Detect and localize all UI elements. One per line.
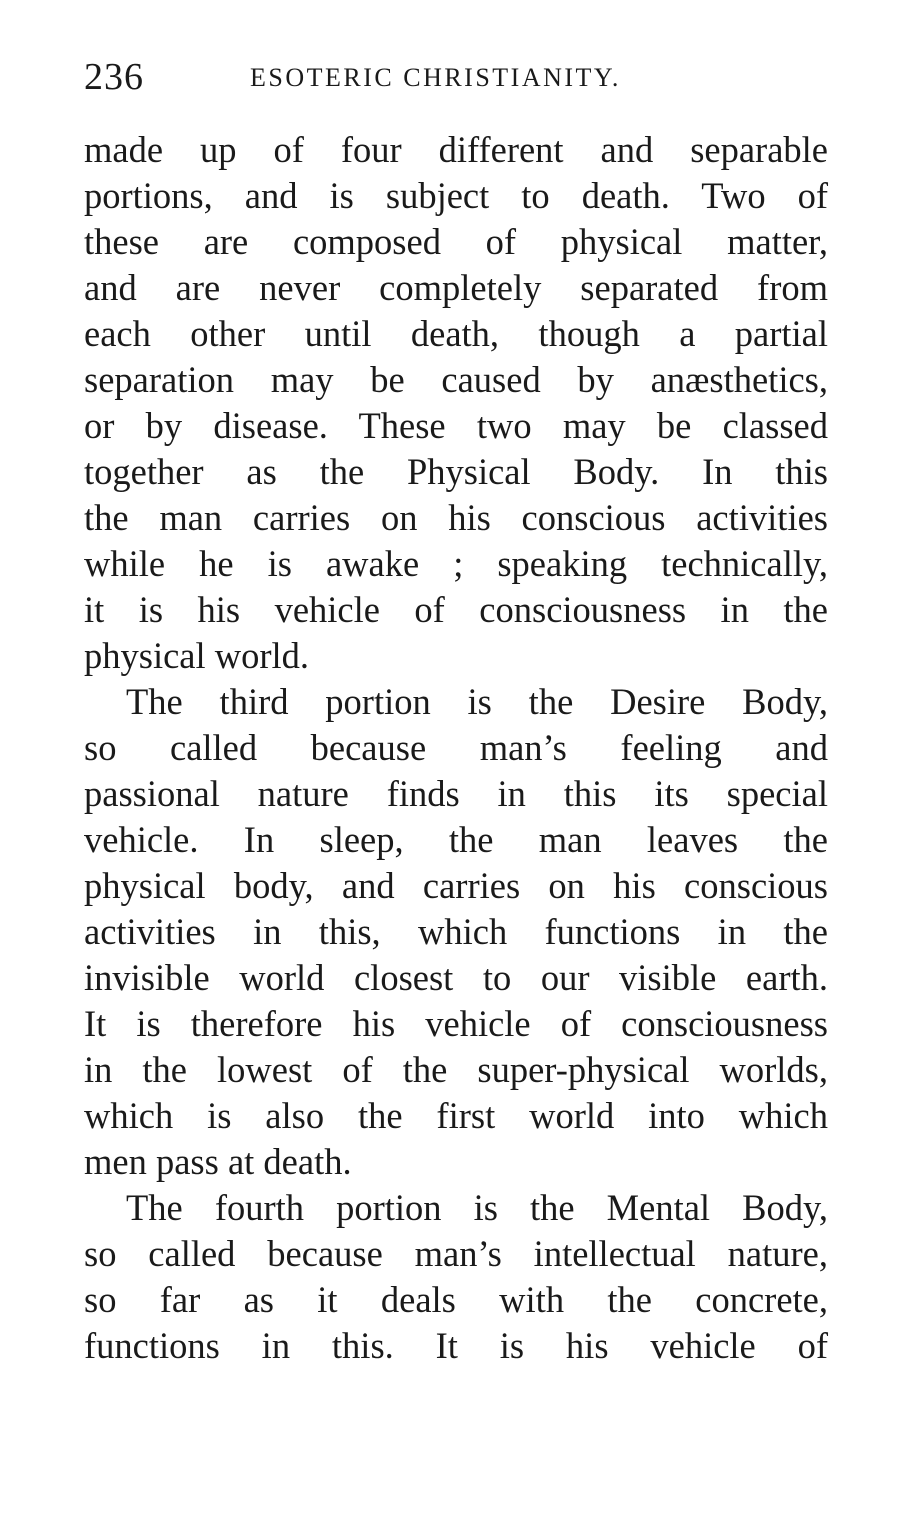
- book-title: ESOTERIC CHRISTIANITY.: [250, 63, 621, 92]
- text-line: The fourth portion is the Mental Body,: [126, 1187, 828, 1228]
- text-line: these are composed of physical matter,: [84, 221, 828, 262]
- text-line: activities in this, which functions in the: [84, 911, 828, 952]
- page-number: 236: [84, 56, 144, 98]
- text-line: so called because man’s intellectual nature,: [84, 1233, 828, 1274]
- text-line: or by disease. These two may be classed: [84, 405, 828, 446]
- running-head: [84, 52, 828, 102]
- text-line: separation may be caused by anæsthetics,: [84, 359, 828, 400]
- text-line: together as the Physical Body. In this: [84, 451, 828, 492]
- text-line: in the lowest of the super-physical worlds,: [84, 1049, 828, 1090]
- text-line: so called because man’s feeling and: [84, 727, 828, 768]
- text-line: functions in this. It is his vehicle of: [84, 1325, 828, 1366]
- text-line: The third portion is the Desire Body,: [126, 681, 828, 722]
- text-line: It is therefore his vehicle of consciousness: [84, 1003, 828, 1044]
- text-line: so far as it deals with the concrete,: [84, 1279, 828, 1320]
- paragraph-2: [84, 679, 828, 1185]
- text-line: made up of four different and separable: [84, 129, 828, 170]
- text-line: it is his vehicle of consciousness in the: [84, 589, 828, 630]
- body-text: [84, 127, 828, 1369]
- paragraph-3: [84, 1185, 828, 1369]
- text-line: which is also the first world into which: [84, 1095, 828, 1136]
- text-line: each other until death, though a partial: [84, 313, 828, 354]
- paragraph-1: [84, 127, 828, 679]
- text-line: vehicle. In sleep, the man leaves the: [84, 819, 828, 860]
- text-line: invisible world closest to our visible earth.: [84, 957, 828, 998]
- text-line: physical world.: [84, 635, 310, 676]
- text-line: physical body, and carries on his conscious: [84, 865, 828, 906]
- text-line: the man carries on his conscious activities: [84, 497, 828, 538]
- text-line: portions, and is subject to death. Two of: [84, 175, 828, 216]
- text-line: men pass at death.: [84, 1141, 352, 1182]
- text-line: while he is awake ; speaking technically,: [84, 543, 828, 584]
- text-line: passional nature finds in this its special: [84, 773, 828, 814]
- text-line: and are never completely separated from: [84, 267, 828, 308]
